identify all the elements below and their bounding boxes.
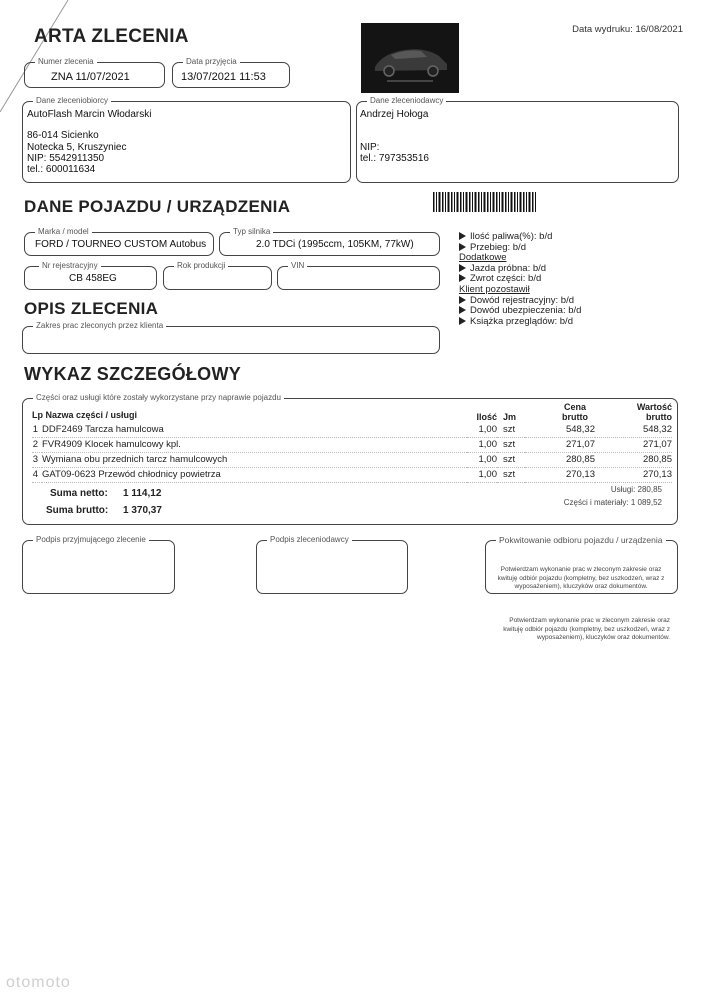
order-number-label: Numer zlecenia xyxy=(35,56,97,68)
vin-label: VIN xyxy=(288,260,307,272)
insurance-doc-item: Dowód ubezpieczenia: b/d xyxy=(459,306,581,317)
row-name: FVR4909 Klocek hamulcowy kpl. xyxy=(42,439,181,450)
page-title: ARTA ZLECENIA xyxy=(34,26,189,47)
table-row xyxy=(32,467,672,482)
scope-label: Zakres prac zleconych przez klienta xyxy=(33,320,166,332)
received-date-label: Data przyjęcia xyxy=(183,56,240,68)
contractor-label: Dane zleceniobiorcy xyxy=(33,95,111,107)
services-total: Usługi: 280,85 xyxy=(610,485,662,494)
year-label: Rok produkcji xyxy=(174,260,228,272)
reg-doc-item: Dowód rejestracyjny: b/d xyxy=(459,296,581,307)
value-header xyxy=(595,402,672,422)
client-signature-label: Podpis zleceniodawcy xyxy=(267,534,352,546)
client-left-header: Klient pozostawił xyxy=(459,283,530,295)
table-row xyxy=(32,422,672,437)
client-nip: NIP: xyxy=(360,142,380,153)
contractor-nip: NIP: 5542911350 xyxy=(27,153,105,164)
print-date: Data wydruku: 16/08/2021 xyxy=(572,24,683,35)
details-box-label: Części oraz usługi które zostały wykorzystane przy naprawie pojazdu xyxy=(33,392,284,404)
gross-label: Suma brutto: xyxy=(46,505,109,516)
row-qty: 1,00 xyxy=(478,469,497,480)
table-row xyxy=(32,452,672,467)
vehicle-info-list xyxy=(459,232,581,327)
engine-label: Typ silnika xyxy=(230,226,273,238)
contractor-name: AutoFlash Marcin Włodarski xyxy=(27,109,152,120)
gross-value: 1 370,37 xyxy=(123,505,162,516)
row-lp: 4 xyxy=(32,469,38,480)
row-unit: szt xyxy=(503,469,516,480)
vin-box xyxy=(277,261,440,290)
fuel-item: Ilość paliwa(%): b/d xyxy=(459,232,581,243)
arrow-icon xyxy=(459,264,466,272)
price-header-text: Cena brutto xyxy=(562,402,588,422)
arrow-icon xyxy=(459,232,466,240)
scope-box xyxy=(22,321,440,354)
row-qty: 1,00 xyxy=(478,423,497,435)
order-number-box xyxy=(24,57,165,88)
row-value: 270,13 xyxy=(642,469,672,480)
receiver-signature-label: Podpis przyjmującego zlecenie xyxy=(33,534,149,546)
arrow-icon xyxy=(459,243,466,251)
row-price: 548,32 xyxy=(565,423,595,435)
row-value: 548,32 xyxy=(642,423,672,435)
service-book-item: Książka przeglądów: b/d xyxy=(459,317,581,328)
pickup-box xyxy=(485,535,678,594)
net-value: 1 114,12 xyxy=(123,488,162,499)
value-header-text: Wartość brutto xyxy=(636,402,672,422)
reg-box xyxy=(24,261,157,290)
row-name: Wymiana obu przednich tarcz hamulcowych xyxy=(42,454,228,465)
contractor-postal: 86-014 Sicienko xyxy=(27,130,99,141)
price-header xyxy=(525,402,595,422)
car-silhouette-icon xyxy=(361,23,459,93)
year-box xyxy=(163,261,272,290)
make-model-label: Marka / model xyxy=(35,226,92,238)
vehicle-section-title: DANE POJAZDU / URZĄDZENIA xyxy=(24,197,291,216)
contractor-tel: tel.: 600011634 xyxy=(27,164,96,175)
table-row xyxy=(32,437,672,452)
test-drive-item: Jazda próbna: b/d xyxy=(459,264,581,275)
row-lp: 3 xyxy=(32,454,38,465)
receiver-signature-box xyxy=(22,535,175,594)
parts-return-item: Zwrot części: b/d xyxy=(459,274,581,285)
received-date-box xyxy=(172,57,290,88)
arrow-icon xyxy=(459,296,466,304)
contractor-box xyxy=(22,96,351,183)
additional-header: Dodatkowe xyxy=(459,252,507,264)
row-unit: szt xyxy=(503,423,516,435)
reg-value: CB 458EG xyxy=(69,273,117,284)
row-price: 271,07 xyxy=(565,439,595,450)
arrow-icon xyxy=(459,317,466,325)
qty-header: Ilość xyxy=(476,412,497,422)
pickup-text: Potwierdzam wykonanie prac w zleconym zakresie oraz kwituję odbiór pojazdu (kompletny, bez uszkodzeń, wraz z wyposażeniem), kluczyków oraz dokumentów. xyxy=(497,566,665,590)
arrow-icon xyxy=(459,306,466,314)
barcode xyxy=(433,192,537,212)
row-name: DDF2469 Tarcza hamulcowa xyxy=(42,423,164,435)
vehicle-photo xyxy=(361,23,459,93)
make-model-value: FORD / TOURNEO CUSTOM Autobus xyxy=(35,239,207,250)
row-qty: 1,00 xyxy=(478,454,497,465)
row-lp: 1 xyxy=(32,423,38,435)
unit-header: Jm xyxy=(503,412,517,422)
details-title: WYKAZ SZCZEGÓŁOWY xyxy=(24,364,242,384)
client-name: Andrzej Hołoga xyxy=(360,109,429,120)
received-date-value: 13/07/2021 11:53 xyxy=(181,71,266,83)
order-desc-title: OPIS ZLECENIA xyxy=(24,299,159,318)
row-unit: szt xyxy=(503,439,516,450)
pickup-confirmation-text: Potwierdzam wykonanie prac w zleconym zakresie oraz kwituję odbiór pojazdu (kompletny, bez uszkodzeń, wraz z wyposażeniem), kluczyków oraz dokumentów. xyxy=(503,617,670,641)
pickup-label: Pokwitowanie odbioru pojazdu / urządzenia xyxy=(496,534,666,546)
parts-total: Części i materiały: 1 089,52 xyxy=(563,498,662,507)
client-tel: tel.: 797353516 xyxy=(360,153,429,164)
row-value: 271,07 xyxy=(642,439,672,450)
row-lp: 2 xyxy=(32,439,38,450)
row-price: 270,13 xyxy=(565,469,595,480)
row-qty: 1,00 xyxy=(478,439,497,450)
items-header-row xyxy=(32,402,672,422)
engine-value: 2.0 TDCi (1995ccm, 105KM, 77kW) xyxy=(256,239,414,250)
row-unit: szt xyxy=(503,454,516,465)
arrow-icon xyxy=(459,274,466,282)
engine-box xyxy=(219,227,440,256)
watermark: otomoto xyxy=(6,974,71,991)
mileage-item: Przebieg: b/d xyxy=(459,243,581,254)
make-model-box xyxy=(24,227,214,256)
row-price: 280,85 xyxy=(565,454,595,465)
client-box xyxy=(356,96,679,183)
lp-name-header: Lp Nazwa części / usługi xyxy=(32,410,138,420)
row-name: GAT09-0623 Przewód chłodnicy powietrza xyxy=(42,469,221,480)
client-label: Dane zleceniodawcy xyxy=(367,95,446,107)
items-table xyxy=(32,402,672,483)
order-number-value: ZNA 11/07/2021 xyxy=(51,71,130,83)
contractor-street: Notecka 5, Kruszyniec xyxy=(27,142,127,153)
reg-label: Nr rejestracyjny xyxy=(39,260,101,272)
row-value: 280,85 xyxy=(642,454,672,465)
client-signature-box xyxy=(256,535,408,594)
net-label: Suma netto: xyxy=(50,488,108,499)
